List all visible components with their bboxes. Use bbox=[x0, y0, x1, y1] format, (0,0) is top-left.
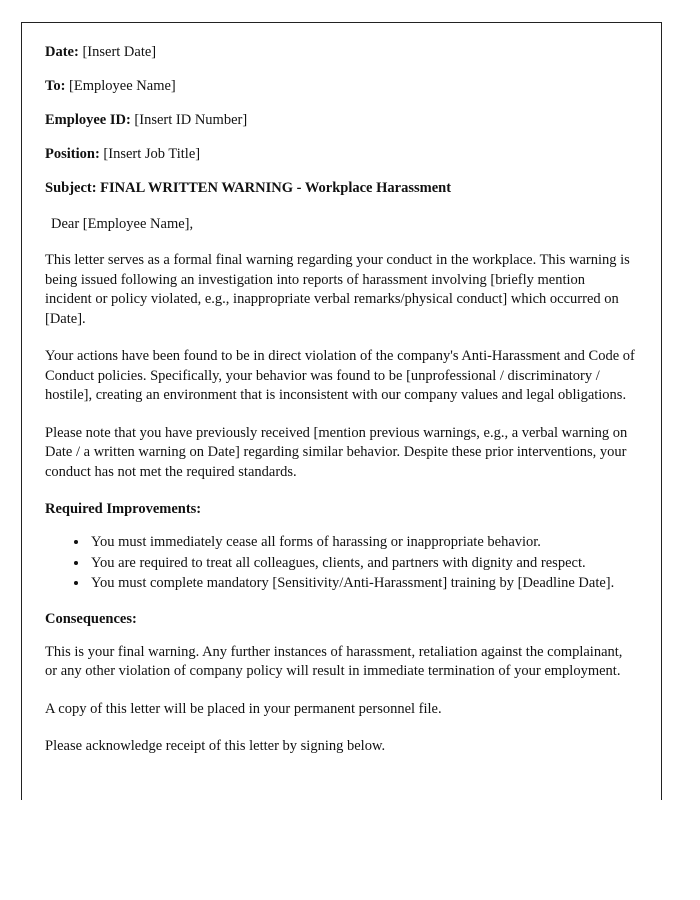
list-item: • You are required to treat all colleagues, clients, and partners with dignity and respect. bbox=[89, 554, 635, 574]
field-position bbox=[45, 145, 635, 163]
heading-consequences: Consequences: bbox=[45, 610, 137, 627]
field-employee-id-value: [Insert ID Number] bbox=[134, 112, 248, 128]
field-to-value: [Employee Name] bbox=[69, 78, 176, 94]
field-date bbox=[45, 43, 635, 61]
field-employee-id-label: Employee ID: bbox=[45, 112, 131, 128]
field-employee-id bbox=[45, 111, 635, 129]
paragraph-personnel-file: A copy of this letter will be placed in your permanent personnel file. bbox=[45, 700, 442, 717]
field-date-value: [Insert Date] bbox=[82, 44, 157, 60]
paragraph-intro: This letter serves as a formal final warning regarding your conduct in the workplace. This warning is being issued following an investigation into reports of harassment involving [briefly mention incident or policy violated, e.g., inappropriate verbal remarks/physical conduct] which occurred on [Date]. bbox=[45, 252, 630, 327]
paragraph-violation: Your actions have been found to be in direct violation of the company's Anti-Harassment and Code of Conduct policies. Specifically, your behavior was found to be [unprofessional / discriminatory / hostile], creating an environment that is inconsistent with our company values and legal obligations. bbox=[45, 348, 635, 403]
required-improvements-list bbox=[45, 533, 635, 594]
heading-required-improvements: Required Improvements: bbox=[45, 501, 202, 517]
field-to bbox=[45, 77, 635, 95]
list-item: • You must immediately cease all forms of harassing or inappropriate behavior. bbox=[89, 533, 635, 553]
field-to-label: To: bbox=[45, 78, 66, 94]
paragraph-prior-warnings: Please note that you have previously received [mention previous warnings, e.g., a verbal warning on Date / a written warning on Date] regarding similar behavior. Despite these prior interventions, your conduct has not met the required standards. bbox=[45, 424, 628, 480]
document-body bbox=[45, 43, 635, 775]
subject-line: Subject: FINAL WRITTEN WARNING - Workplace Harassment bbox=[45, 180, 452, 196]
list-item: • You must complete mandatory [Sensitivity/Anti-Harassment] training by [Deadline Date]. bbox=[89, 574, 635, 594]
field-date-label: Date: bbox=[45, 44, 79, 60]
field-position-value: [Insert Job Title] bbox=[103, 146, 201, 162]
paragraph-consequences: This is your final warning. Any further instances of harassment, retaliation against the complainant, or any other violation of company policy will result in immediate termination of your employment. bbox=[45, 643, 623, 679]
document-page bbox=[21, 22, 662, 800]
paragraph-acknowledge: Please acknowledge receipt of this letter by signing below. bbox=[45, 738, 386, 754]
field-position-label: Position: bbox=[45, 146, 100, 162]
salutation: Dear [Employee Name], bbox=[51, 216, 194, 232]
